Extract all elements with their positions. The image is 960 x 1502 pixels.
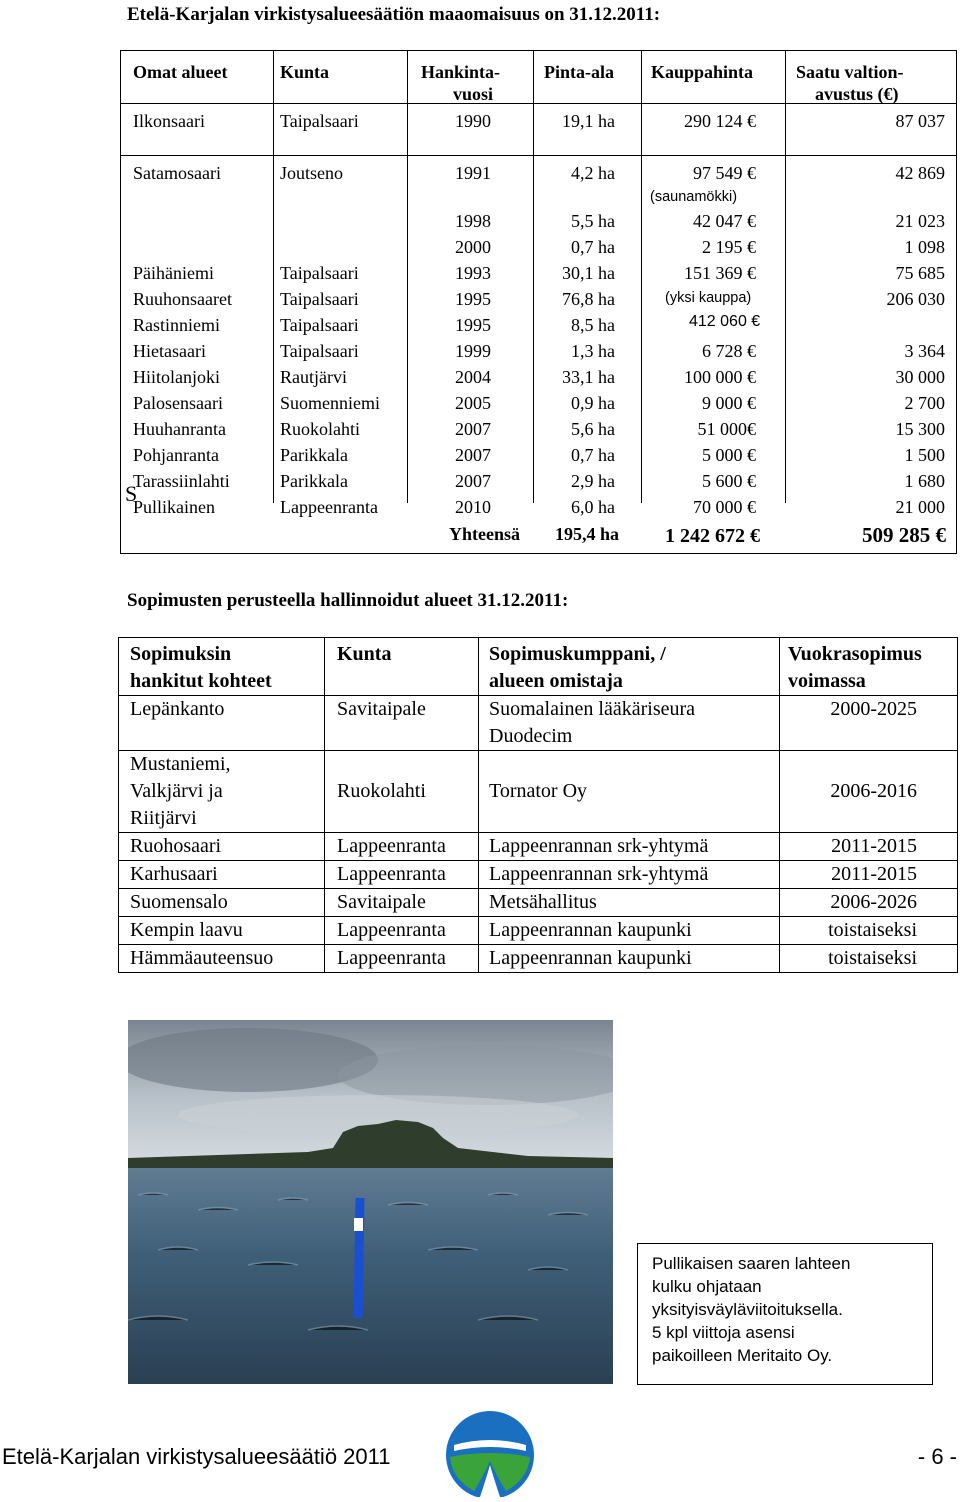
cell-aid: 42 869 — [895, 163, 945, 183]
col-header-lease: voimassa — [788, 670, 866, 692]
lake-photo — [128, 1020, 613, 1384]
note-one-purchase: (yksi kauppa) — [665, 290, 752, 306]
total-ha: 195,4 ha — [554, 524, 619, 544]
cell-aid: 75 685 — [895, 263, 945, 283]
cell-year: 2005 — [455, 393, 491, 413]
cell-kunta: Lappeenranta — [337, 919, 446, 941]
col-header-partner: alueen omistaja — [489, 670, 623, 692]
lake-photo-image — [128, 1020, 613, 1384]
cell-kunta: Ruokolahti — [280, 419, 360, 439]
cell-kunta: Suomenniemi — [280, 393, 380, 413]
cell-area: Rastinniemi — [133, 315, 220, 335]
cell-lease: toistaiseksi — [828, 947, 917, 969]
cell-area: Satamosaari — [133, 163, 221, 183]
cell-site: Valkjärvi ja — [130, 780, 223, 802]
cell-area: Hietasaari — [133, 341, 206, 361]
cell-lease: 2011-2015 — [831, 863, 917, 885]
col-divider — [478, 638, 479, 972]
cell-kunta: Taipalsaari — [280, 289, 359, 309]
cell-site: Karhusaari — [130, 863, 218, 885]
cell-aid: 206 030 — [886, 289, 945, 309]
caption-line: Pullikaisen saaren lahteen — [652, 1254, 851, 1273]
cell-ha: 0,7 ha — [571, 445, 615, 465]
cell-kunta: Parikkala — [280, 445, 348, 465]
cell-ha: 4,2 ha — [571, 163, 615, 183]
cell-area: Ilkonsaari — [133, 111, 205, 131]
cell-year: 2010 — [455, 497, 491, 517]
col-divider — [779, 638, 780, 972]
cell-year: 2007 — [455, 419, 491, 439]
photo-caption — [637, 1243, 933, 1385]
cell-kunta: Taipalsaari — [280, 341, 359, 361]
caption-line: 5 kpl viittoja asensi — [652, 1323, 795, 1342]
cell-site: Lepänkanto — [130, 698, 225, 720]
section-heading: Sopimusten perusteella hallinnoidut alueet 31.12.2011: — [127, 590, 569, 611]
cell-aid: 2 700 — [904, 393, 945, 413]
cell-ha: 19,1 ha — [562, 111, 615, 131]
cell-price: 51 000€ — [697, 419, 756, 439]
cell-ha: 5,6 ha — [571, 419, 615, 439]
cell-year: 2000 — [455, 237, 491, 257]
cell-aid: 87 037 — [895, 111, 945, 131]
cell-site: Kempin laavu — [130, 919, 243, 941]
cell-year: 1995 — [455, 289, 491, 309]
cell-price: 100 000 € — [684, 367, 756, 387]
cell-kunta: Taipalsaari — [280, 263, 359, 283]
cell-site: Mustaniemi, — [130, 753, 231, 775]
note-saunamokki: (saunamökki) — [650, 189, 738, 205]
row-divider — [121, 155, 956, 156]
col-header-lease: Vuokrasopimus — [788, 643, 922, 665]
col-divider — [641, 51, 642, 503]
cell-ha: 8,5 ha — [571, 315, 615, 335]
col-header-area-ha: Pinta-ala — [544, 62, 614, 82]
land-holdings-table — [120, 50, 957, 554]
cell-price: 5 600 € — [702, 471, 756, 491]
row-divider — [119, 750, 957, 751]
cell-lease: toistaiseksi — [828, 919, 917, 941]
page-number: - 6 - — [917, 1444, 957, 1469]
cell-ha: 76,8 ha — [562, 289, 615, 309]
note-one-purchase-price: 412 060 € — [689, 313, 761, 330]
cell-area: Hiitolanjoki — [133, 367, 220, 387]
cell-year: 1990 — [455, 111, 491, 131]
fairway-marker — [354, 1198, 363, 1318]
cell-aid: 3 364 — [904, 341, 945, 361]
col-divider — [785, 51, 786, 503]
cell-partner: Metsähallitus — [489, 891, 597, 913]
cell-aid: 1 680 — [904, 471, 945, 491]
foundation-logo — [440, 1405, 540, 1497]
cell-partner: Lappeenrannan srk-yhtymä — [489, 863, 709, 885]
cell-year: 1999 — [455, 341, 491, 361]
cell-partner: Lappeenrannan kaupunki — [489, 919, 692, 941]
cell-year: 1998 — [455, 211, 491, 231]
cell-price: 70 000 € — [693, 497, 756, 517]
cell-lease: 2006-2026 — [830, 891, 917, 913]
cell-aid: 21 023 — [895, 211, 945, 231]
cell-aid: 15 300 — [895, 419, 945, 439]
cell-partner: Tornator Oy — [489, 780, 588, 802]
agreements-table — [118, 637, 958, 973]
cell-site: Riitjärvi — [130, 807, 197, 829]
cell-aid: 1 500 — [904, 445, 945, 465]
cell-price: 42 047 € — [693, 211, 756, 231]
cell-partner: Duodecim — [489, 725, 573, 747]
col-divider — [324, 638, 325, 972]
cell-price: 151 369 € — [684, 263, 756, 283]
cell-kunta: Lappeenranta — [337, 835, 446, 857]
cell-price: 290 124 € — [684, 111, 756, 131]
cell-price: 2 195 € — [702, 237, 756, 257]
cell-partner: Suomalainen lääkäriseura — [489, 698, 696, 720]
col-divider — [533, 51, 534, 503]
cell-year: 1995 — [455, 315, 491, 335]
cell-year: 2004 — [455, 367, 491, 387]
cell-kunta: Lappeenranta — [337, 863, 446, 885]
col-header-kunta: Kunta — [280, 62, 330, 82]
cell-area: Päihäniemi — [133, 263, 214, 283]
cell-kunta: Lappeenranta — [280, 497, 378, 517]
cell-kunta: Savitaipale — [337, 698, 426, 720]
cell-lease: 2000-2025 — [830, 698, 917, 720]
cell-area: Pullikainen — [133, 497, 215, 517]
cell-site: Suomensalo — [130, 891, 228, 913]
col-divider — [407, 51, 408, 503]
cell-price: 9 000 € — [702, 393, 756, 413]
col-header-price: Kauppahinta — [651, 62, 754, 82]
cell-kunta: Ruokolahti — [337, 780, 426, 802]
col-header-partner: Sopimuskumppani, / — [489, 643, 666, 665]
col-header-year: Hankinta- — [421, 62, 501, 82]
cell-year: 2007 — [455, 471, 491, 491]
caption-line: yksityisväyläviitoituksella. — [652, 1300, 843, 1319]
cell-ha: 0,9 ha — [571, 393, 615, 413]
cell-area: Tarassiinlahti — [133, 471, 230, 491]
total-price: 1 242 672 € — [665, 525, 760, 547]
cell-kunta: Lappeenranta — [337, 947, 446, 969]
cell-price: 5 000 € — [702, 445, 756, 465]
cell-partner: Lappeenrannan kaupunki — [489, 947, 692, 969]
cell-ha: 1,3 ha — [571, 341, 615, 361]
cell-kunta: Joutseno — [280, 163, 343, 183]
col-header-site: Sopimuksin — [130, 643, 232, 665]
col-header-year: vuosi — [453, 84, 494, 104]
cell-year: 2007 — [455, 445, 491, 465]
cell-kunta: Rautjärvi — [280, 367, 347, 387]
cell-site: Hämmäauteensuo — [130, 947, 274, 969]
cell-aid: 30 000 — [895, 367, 945, 387]
cell-price: 6 728 € — [702, 341, 756, 361]
caption-line: paikoilleen Meritaito Oy. — [652, 1346, 833, 1365]
cell-ha: 6,0 ha — [571, 497, 615, 517]
cell-year: 1993 — [455, 263, 491, 283]
cell-area: Pohjanranta — [133, 445, 219, 465]
cell-ha: 5,5 ha — [571, 211, 615, 231]
cell-ha: 30,1 ha — [562, 263, 615, 283]
cell-lease: 2011-2015 — [831, 835, 917, 857]
col-header-kunta: Kunta — [337, 643, 392, 665]
stray-letter: S — [125, 481, 138, 506]
cell-kunta: Taipalsaari — [280, 315, 359, 335]
caption-line: kulku ohjataan — [652, 1277, 762, 1296]
cell-year: 1991 — [455, 163, 491, 183]
col-header-site: hankitut kohteet — [130, 670, 272, 692]
total-label: Yhteensä — [449, 524, 520, 544]
cell-ha: 33,1 ha — [562, 367, 615, 387]
page-heading: Etelä-Karjalan virkistysalueesäätiön maaomaisuus on 31.12.2011: — [127, 4, 661, 25]
cell-kunta: Parikkala — [280, 471, 348, 491]
cell-kunta: Savitaipale — [337, 891, 426, 913]
cell-area: Ruuhonsaaret — [133, 289, 232, 309]
cell-price: 97 549 € — [693, 163, 756, 183]
cell-kunta: Taipalsaari — [280, 111, 359, 131]
cell-lease: 2006-2016 — [830, 780, 917, 802]
cell-ha: 2,9 ha — [571, 471, 615, 491]
cell-aid: 1 098 — [904, 237, 945, 257]
logo-mark-icon — [440, 1405, 540, 1497]
col-header-aid: avustus (€) — [815, 84, 899, 104]
col-header-area: Omat alueet — [133, 62, 228, 82]
cell-partner: Lappeenrannan srk-yhtymä — [489, 835, 709, 857]
cell-site: Ruohosaari — [130, 835, 222, 857]
col-header-aid: Saatu valtion- — [796, 62, 904, 82]
col-divider — [273, 51, 274, 503]
total-aid: 509 285 € — [862, 523, 946, 547]
cell-aid: 21 000 — [895, 497, 945, 517]
cell-ha: 0,7 ha — [571, 237, 615, 257]
cell-area: Palosensaari — [133, 393, 223, 413]
footer-organisation: Etelä-Karjalan virkistysalueesäätiö 2011 — [2, 1444, 391, 1469]
cell-area: Huuhanranta — [133, 419, 226, 439]
